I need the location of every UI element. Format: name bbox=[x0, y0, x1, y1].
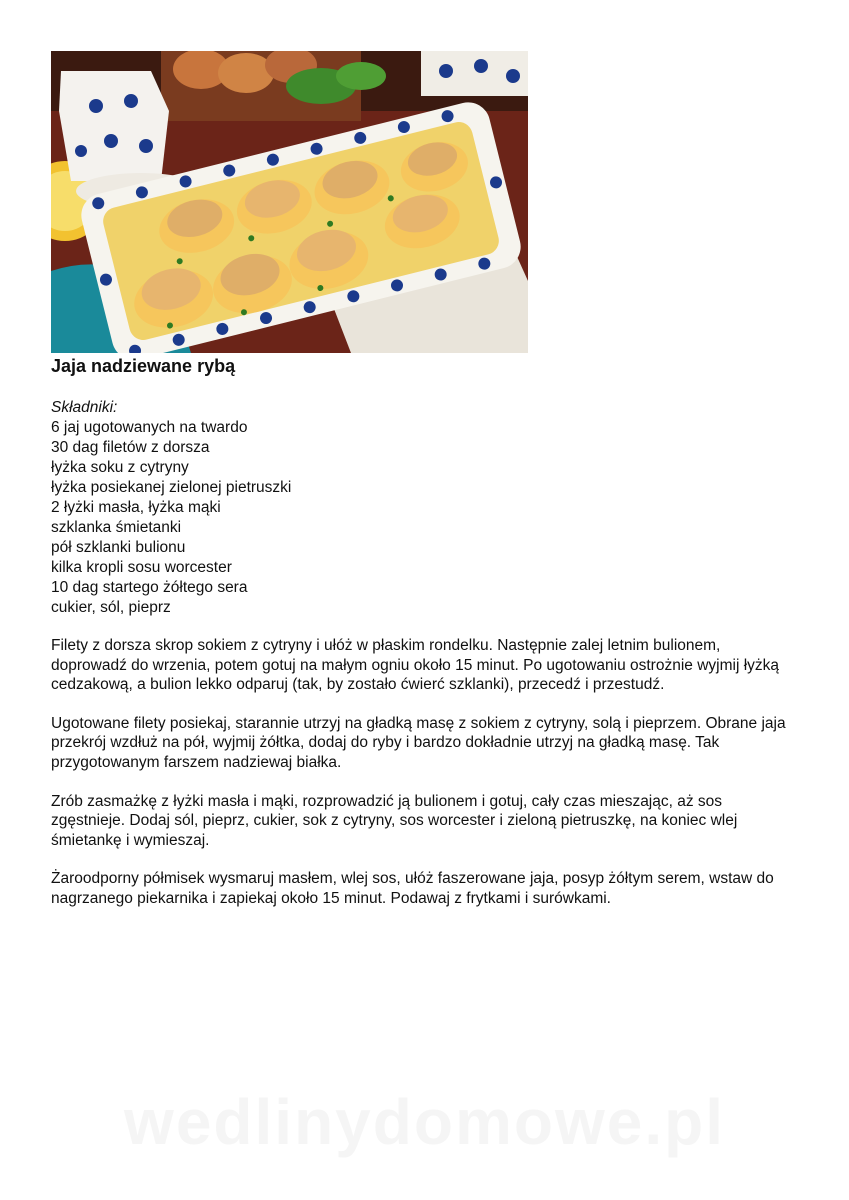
ingredient-item: 30 dag filetów z dorsza bbox=[51, 439, 210, 456]
ingredient-item: cukier, sól, pieprz bbox=[51, 599, 171, 616]
ingredient-item: 6 jaj ugotowanych na twardo bbox=[51, 419, 248, 436]
step-paragraph: Zrób zasmażkę z łyżki masła i mąki, rozprowadzić ją bulionem i gotuj, cały czas mieszając, aż sos zgęstnieje. Dodaj sól, pieprz, cukier, sok z cytryny, sos worcester i zieloną pietruszkę, na koniec wlej śmietankę i wymieszaj. bbox=[51, 792, 738, 849]
step-paragraph: Filety z dorsza skrop sokiem z cytryny i ułóż w płaskim rondelku. Następnie zalej letnim bulionem, doprowadź do wrzenia, potem gotuj na małym ogniu około 15 minut. Po ugotowaniu ostrożnie wyjmij łyżką cedzakową, a bulion lekko odparuj (tak, by zostało ćwierć szklanki), przecedź i przestudź. bbox=[51, 637, 780, 694]
step-paragraph: Ugotowane filety posiekaj, starannie utrzyj na gładką masę z sokiem z cytryny, solą i pieprzem. Obrane jaja przekrój wzdłuż na pół, wyjmij żółtka, dodaj do ryby i bardzo dokładnie utrzyj na gładką masę. Tak przygotowanym farszem nadziewaj białka. bbox=[51, 714, 786, 771]
ingredient-item: 2 łyżki masła, łyżka mąki bbox=[51, 499, 221, 516]
ingredients-section bbox=[51, 398, 291, 618]
recipe-title: Jaja nadziewane rybą bbox=[51, 356, 236, 376]
ingredients-list bbox=[51, 418, 291, 618]
ingredient-item: łyżka posiekanej zielonej pietruszki bbox=[51, 479, 292, 496]
ingredient-item: pół szklanki bulionu bbox=[51, 539, 186, 556]
watermark: wedlinydomowe.pl bbox=[124, 1086, 725, 1158]
ingredient-item: łyżka soku z cytryny bbox=[51, 459, 189, 476]
ingredient-item: szklanka śmietanki bbox=[51, 519, 182, 536]
ingredients-heading: Składniki: bbox=[51, 399, 118, 416]
recipe-photo bbox=[51, 51, 528, 353]
step-paragraph: Żaroodporny półmisek wysmaruj masłem, wlej sos, ułóż faszerowane jaja, posyp żółtym serem, wstaw do nagrzanego piekarnika i zapiekaj około 15 minut. Podawaj z frytkami i surówkami. bbox=[51, 870, 774, 907]
ingredient-item: 10 dag startego żółtego sera bbox=[51, 579, 248, 596]
preparation-steps bbox=[51, 636, 791, 928]
ingredient-item: kilka kropli sosu worcester bbox=[51, 559, 232, 576]
dish-illustration bbox=[51, 51, 528, 353]
